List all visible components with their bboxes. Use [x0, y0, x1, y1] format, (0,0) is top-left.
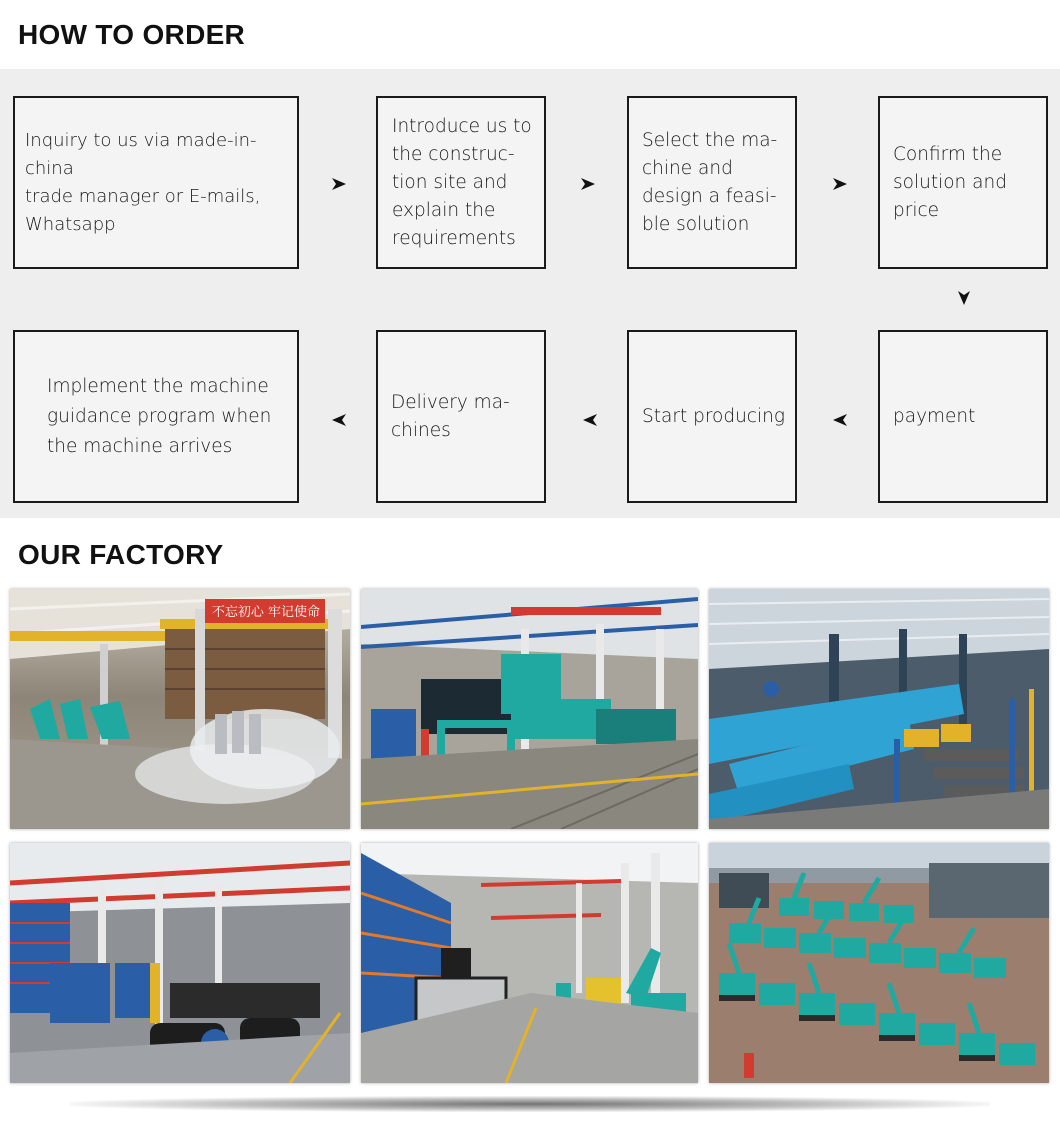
step-start-producing-text: Start producing	[642, 405, 785, 427]
factory-photo-excavator-yard	[709, 843, 1049, 1083]
factory-photo-warehouse-aisle	[361, 843, 698, 1083]
arrow-right-icon	[830, 174, 850, 194]
arrow-left-icon	[580, 410, 600, 430]
step-confirm-solution	[878, 96, 1048, 269]
factory-photo-boom-production	[709, 589, 1049, 829]
arrow-right-icon	[329, 174, 349, 194]
step-implement-guidance	[13, 330, 299, 503]
step-implement-guidance-text: Implement the machine guidance program when the machine arrives	[47, 375, 272, 457]
step-introduce-site	[376, 96, 546, 269]
step-start-producing	[627, 330, 797, 503]
factory-banner: 不忘初心 牢记使命	[211, 605, 321, 620]
step-select-machine	[627, 96, 797, 269]
step-payment-text: payment	[893, 405, 976, 427]
arrow-down-icon	[954, 288, 974, 308]
how-to-order-title: HOW TO ORDER	[18, 19, 246, 50]
step-inquiry-text: Inquiry to us via made-in-china trade manager or E-mails, Whatsapp	[25, 129, 261, 235]
step-delivery	[376, 330, 546, 503]
arrow-right-icon	[578, 174, 598, 194]
bottom-shadow-divider	[70, 1096, 990, 1112]
factory-photo-assembly-line	[361, 589, 698, 829]
step-confirm-solution-text: Confirm the solution and price	[893, 143, 1007, 221]
step-introduce-site-text: Introduce us to the construc- tion site and explain the requirements	[392, 115, 532, 249]
factory-photo-track-assembly	[10, 843, 350, 1083]
step-select-machine-text: Select the ma- chine and design a feasi- ble solution	[642, 129, 778, 235]
step-inquiry	[13, 96, 299, 269]
step-payment	[878, 330, 1048, 503]
arrow-left-icon	[329, 410, 349, 430]
arrow-left-icon	[830, 410, 850, 430]
step-delivery-text: Delivery ma- chines	[391, 391, 510, 441]
our-factory-title: OUR FACTORY	[18, 539, 224, 570]
factory-photo-welding-hall	[10, 589, 350, 829]
